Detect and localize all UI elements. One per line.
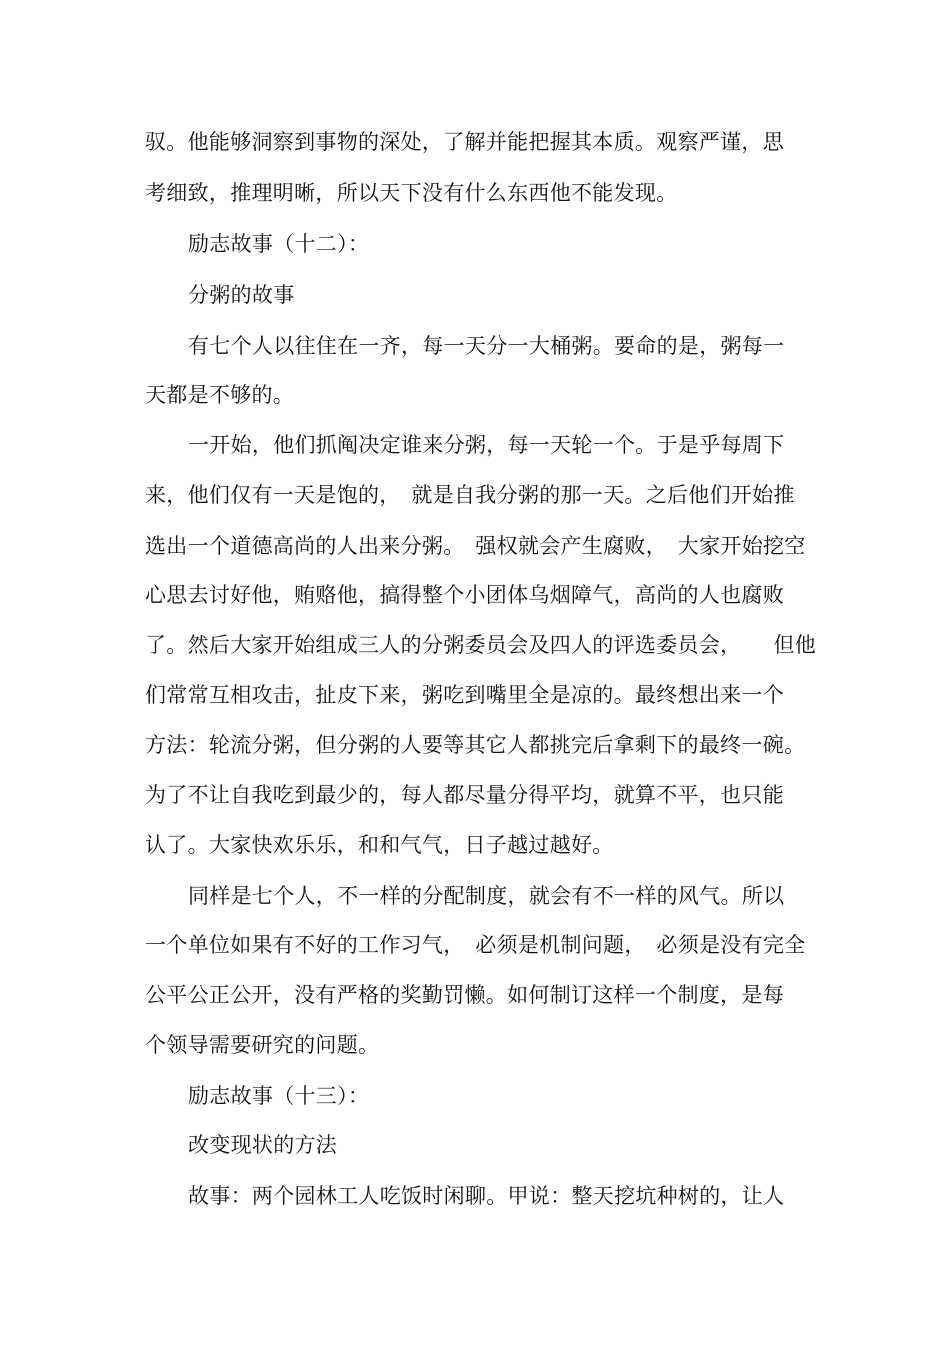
paragraph-line: 认了。大家快欢乐乐，和和气气，日子越过越好。 xyxy=(145,833,614,857)
paragraph-line: 心思去讨好他，贿赂他，搞得整个小团体乌烟障气，高尚的人也腐败 xyxy=(145,583,784,607)
paragraph-line: 故事：两个园林工人吃饭时闲聊。甲说：整天挖坑种树的，让人 xyxy=(188,1184,785,1208)
story-title: 改变现状的方法 xyxy=(188,1133,338,1157)
paragraph-line: 公平公正公开，没有严格的奖勤罚懒。如何制订这样一个制度，是每 xyxy=(145,983,784,1007)
paragraph-line: 方法：轮流分粥，但分粥的人要等其它人都挑完后拿剩下的最终一碗。 xyxy=(145,733,806,757)
paragraph-line: 同样是七个人，不一样的分配制度，就会有不一样的风气。所以 xyxy=(188,884,785,908)
paragraph-line: 一开始，他们抓阄决定谁来分粥，每一天轮一个。于是乎每周下 xyxy=(188,433,785,457)
paragraph-line: 个领导需要研究的问题。 xyxy=(145,1033,380,1057)
story-title: 分粥的故事 xyxy=(188,283,295,307)
paragraph-line: 天都是不够的。 xyxy=(145,383,295,407)
paragraph-line: 驭。他能够洞察到事物的深处，了解并能把握其本质。观察严谨，思 xyxy=(145,130,784,154)
paragraph-line: 考细致，推理明晰，所以天下没有什么东西他不能发现。 xyxy=(145,181,678,205)
paragraph-line: 们常常互相攻击，扯皮下来，粥吃到嘴里全是凉的。最终想出来一个 xyxy=(145,683,784,707)
section-heading: 励志故事（十三）： xyxy=(188,1084,370,1108)
paragraph-line: 来，他们仅有一天是饱的， 就是自我分粥的那一天。之后他们开始推 xyxy=(145,483,795,507)
paragraph-line: 一个单位如果有不好的工作习气， 必须是机制问题， 必须是没有完全 xyxy=(145,933,806,957)
paragraph-line: 有七个人以往住在一齐，每一天分一大桶粥。要命的是，粥每一 xyxy=(188,334,785,358)
section-heading: 励志故事（十二）： xyxy=(188,232,370,256)
paragraph-line: 了。然后大家开始组成三人的分粥委员会及四人的评选委员会， 但他 xyxy=(145,633,817,657)
paragraph-line: 为了不让自我吃到最少的，每人都尽量分得平均，就算不平，也只能 xyxy=(145,783,784,807)
paragraph-line: 选出一个道德高尚的人出来分粥。 强权就会产生腐败， 大家开始挖空 xyxy=(145,534,806,558)
